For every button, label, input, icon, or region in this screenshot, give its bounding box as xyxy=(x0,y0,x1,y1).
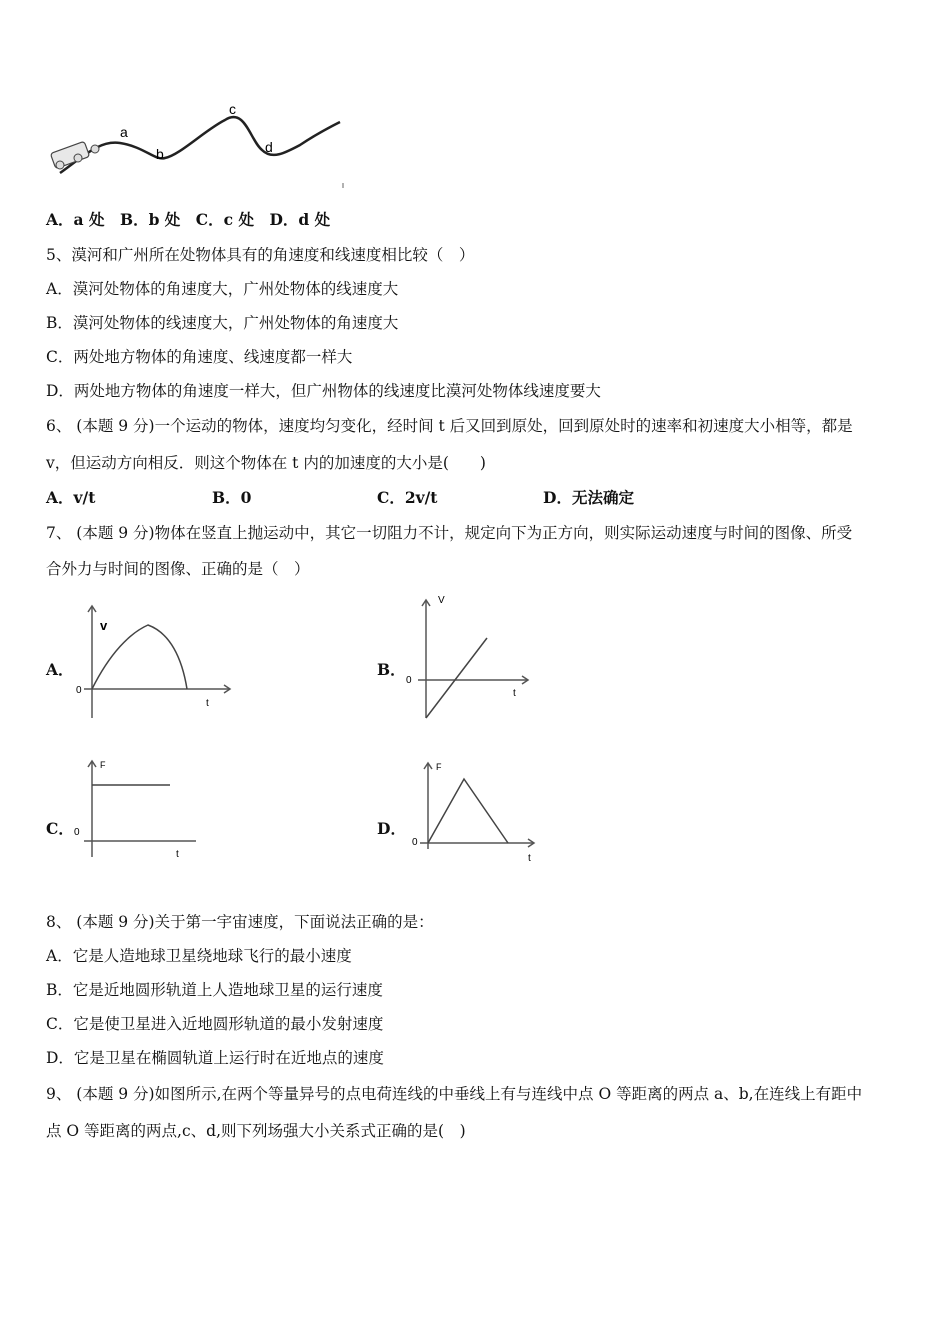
q8-stem: 8、 (本题 9 分)关于第一宇宙速度，下面说法正确的是： xyxy=(46,913,434,931)
q7-option-a-label: A． xyxy=(46,660,74,679)
graph-d-origin: 0 xyxy=(412,837,418,848)
q7-stem-line1: 7、 (本题 9 分)物体在竖直上抛运动中，其它一切阻力不计，规定向下为正方向，则实际运动速度与时间的图像、所受 xyxy=(46,524,853,542)
graph-c-origin: 0 xyxy=(74,827,80,838)
q4-options: A．a 处 B．b 处 C．c 处 D．d 处 xyxy=(46,210,331,229)
graph-b xyxy=(400,590,550,725)
q7-option-b-label: B． xyxy=(377,660,406,679)
graph-b-line xyxy=(426,638,487,718)
graph-b-y-label: V xyxy=(438,595,445,606)
graph-d-x-label: t xyxy=(528,853,531,864)
q5-stem: 5、漠河和广州所在处物体具有的角速度和线速度相比较（ ） xyxy=(46,246,475,264)
q7-stem-line2: 合外力与时间的图像、正确的是（ ） xyxy=(46,560,310,578)
track-label-a: a xyxy=(120,124,128,140)
graph-c-y-label: F xyxy=(100,760,106,770)
graph-c-x-label: t xyxy=(176,849,179,860)
graph-d-line xyxy=(428,779,508,843)
graph-a-origin: 0 xyxy=(76,685,82,696)
q5-option-b: B．漠河处物体的线速度大，广州处物体的角速度大 xyxy=(46,314,399,332)
track-curve xyxy=(60,117,340,173)
q8-option-d: D．它是卫星在椭圆轨道上运行时在近地点的速度 xyxy=(46,1049,384,1067)
q8-option-b: B．它是近地圆形轨道上人造地球卫星的运行速度 xyxy=(46,981,383,999)
graph-a-y-label: v xyxy=(100,618,108,633)
graph-d xyxy=(402,757,552,872)
q6-stem-line1: 6、 (本题 9 分)一个运动的物体，速度均匀变化，经时间 t 后又回到原处，回到原处时的速率和初速度大小相等，都是 xyxy=(46,417,853,435)
graph-d-y-label: F xyxy=(436,762,442,772)
q6-stem-line2: v，但运动方向相反．则这个物体在 t 内的加速度的大小是( ) xyxy=(46,454,486,472)
track-label-c: c xyxy=(229,101,236,117)
graph-a-curve xyxy=(92,625,187,689)
q5-option-a: A．漠河处物体的角速度大，广州处物体的线速度大 xyxy=(46,280,399,298)
q8-option-a: A．它是人造地球卫星绕地球飞行的最小速度 xyxy=(46,947,352,965)
q6-option-b: B．0 xyxy=(212,488,252,507)
track-label-d: d xyxy=(265,139,273,155)
q8-option-c: C．它是使卫星进入近地圆形轨道的最小发射速度 xyxy=(46,1015,384,1033)
q9-stem-line1: 9、 (本题 9 分)如图所示,在两个等量异号的点电荷连线的中垂线上有与连线中点 O 等距离的两点 a、b,在连线上有距中 xyxy=(46,1085,863,1103)
cart-icon xyxy=(50,141,99,169)
graph-b-origin: 0 xyxy=(406,675,412,686)
track-figure xyxy=(40,95,360,195)
q6-option-d: D．无法确定 xyxy=(543,488,634,507)
q5-option-c: C．两处地方物体的角速度、线速度都一样大 xyxy=(46,348,353,366)
track-label-b: b xyxy=(156,146,164,162)
graph-c xyxy=(68,757,208,872)
q7-option-c-label: C． xyxy=(46,819,74,838)
q7-option-d-label: D． xyxy=(377,819,406,838)
q6-option-c: C．2v/t xyxy=(377,488,438,507)
graph-a-x-label: t xyxy=(206,698,209,709)
graph-a xyxy=(70,598,240,728)
graph-b-x-label: t xyxy=(513,688,516,699)
q9-stem-line2: 点 O 等距离的两点,c、d,则下列场强大小关系式正确的是( ) xyxy=(46,1122,466,1140)
q6-option-a: A．v/t xyxy=(46,488,96,507)
q5-option-d: D．两处地方物体的角速度一样大，但广州物体的线速度比漠河处物体线速度要大 xyxy=(46,382,601,400)
